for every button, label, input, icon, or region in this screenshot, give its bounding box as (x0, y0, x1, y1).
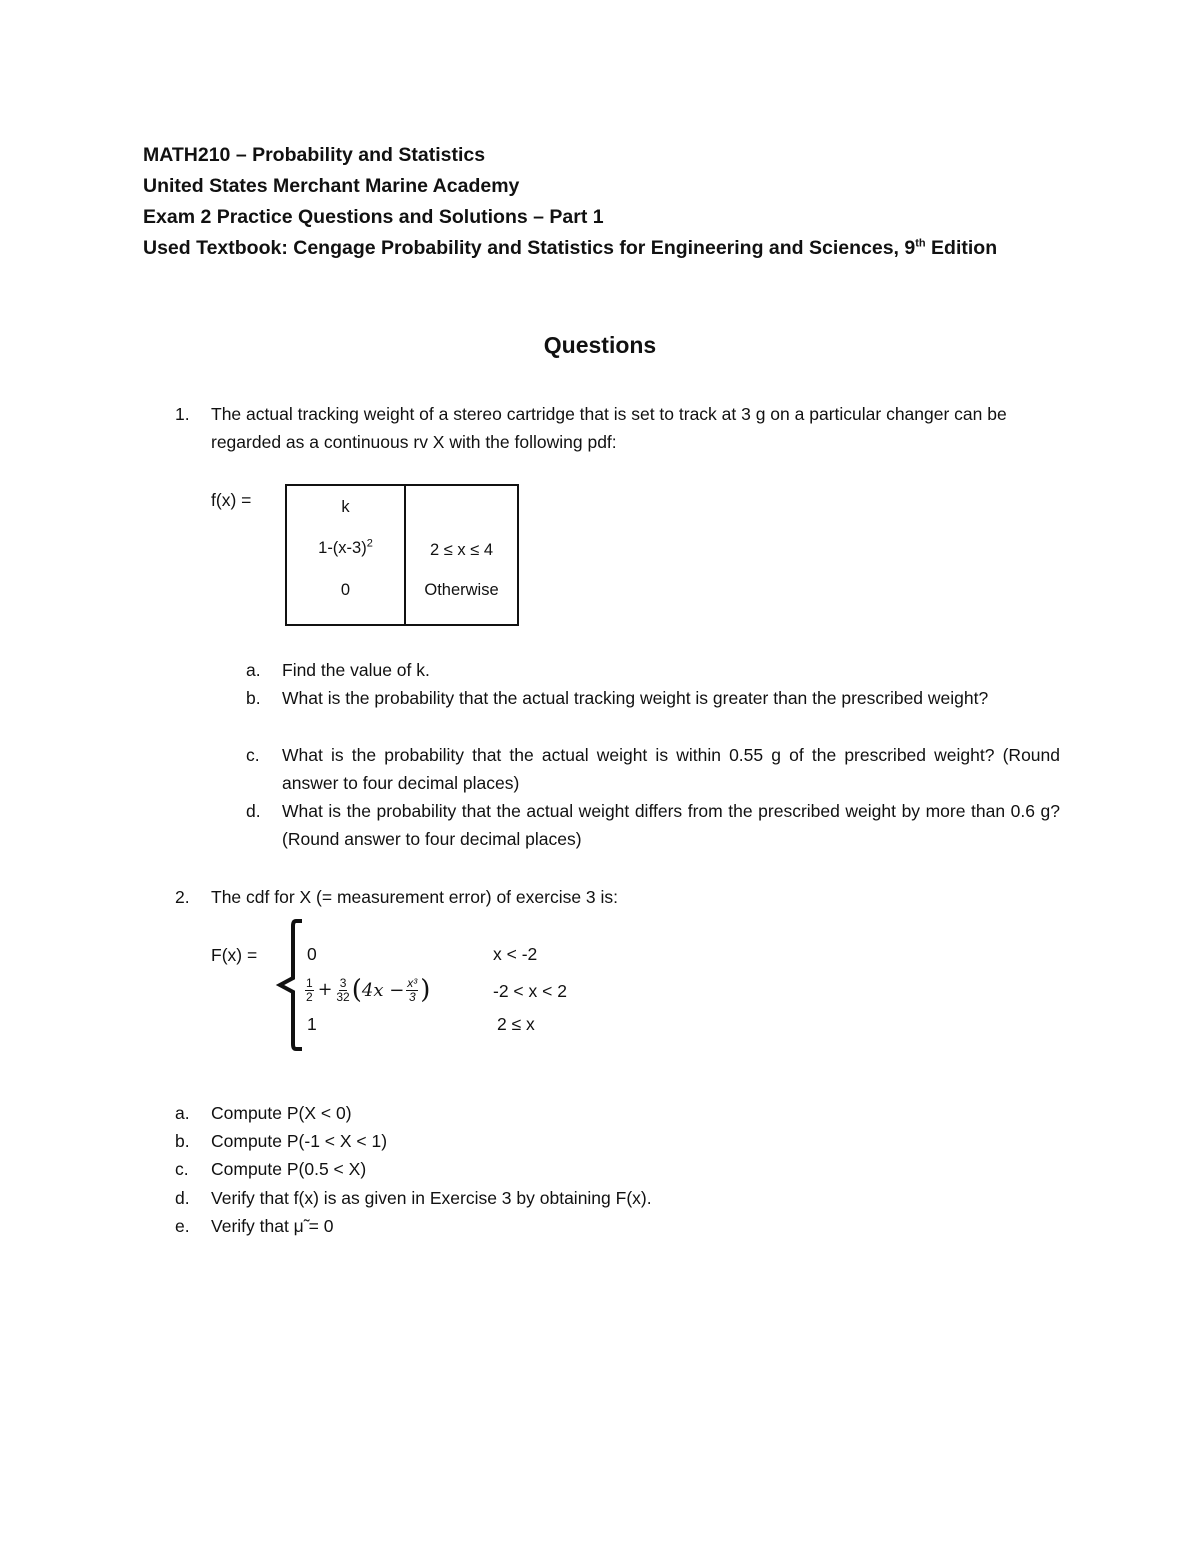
cdf-row1-value: 0 (307, 944, 317, 964)
textbook-line (143, 237, 997, 260)
q1-part-c-text: What is the probability that the actual weight is within 0.55 g of the prescribed weight? (Round answer to four decimal places) (282, 745, 1060, 793)
q2-number: 2. (175, 887, 190, 907)
pdf-condition-otherwise: Otherwise (424, 581, 499, 599)
frac-x-cubed-num: x³ (407, 975, 418, 990)
pdf-expr-base: 1-(x-3) (318, 539, 367, 557)
q2-part-b-text: Compute P(-1 < X < 1) (211, 1131, 388, 1151)
q1-part-b-label: b. (246, 688, 261, 708)
section-title: Questions (543, 332, 657, 358)
frac-one-half-num: 1 (306, 975, 313, 990)
pdf-conditions-column (406, 486, 517, 624)
q1-part-b-text: What is the probability that the actual tracking weight is greater than the prescribed weight? (282, 688, 989, 708)
q2-part-e-text: Verify that μ̃ = 0 (211, 1216, 334, 1236)
textbook-suffix: Edition (925, 237, 998, 259)
frac-32-den: 32 (336, 989, 350, 1004)
q1-part-a-label: a. (246, 660, 261, 680)
q2-part-d-label: d. (175, 1188, 190, 1208)
q2-part-a-text: Compute P(X < 0) (211, 1103, 352, 1123)
inner-term: 4x − (361, 979, 405, 1001)
q1-number: 1. (175, 404, 190, 424)
q1-text: The actual tracking weight of a stereo cartridge that is set to track at 3 g on a particular changer can be regarded as a continuous rv X with the following pdf: (211, 404, 1007, 452)
exam-title: Exam 2 Practice Questions and Solutions – Part 1 (143, 206, 604, 228)
right-paren: ) (420, 975, 431, 1005)
left-paren: ( (351, 975, 362, 1005)
q2-part-c-text: Compute P(0.5 < X) (211, 1159, 367, 1179)
pdf-expr-exp: 2 (366, 537, 373, 550)
pdf-value-k: k (341, 498, 350, 516)
frac-one-half-den: 2 (306, 989, 313, 1004)
cdf-row2-condition: -2 < x < 2 (493, 981, 567, 1001)
pdf-values-column (287, 486, 406, 624)
q1-part-c-label: c. (246, 745, 260, 765)
frac-one-half (305, 977, 314, 1004)
pdf-condition-range: 2 ≤ x ≤ 4 (429, 541, 494, 559)
cdf-row1-condition: x < -2 (493, 944, 538, 964)
frac-three-den: 3 (408, 989, 416, 1004)
frac-three-over-32 (336, 977, 349, 1004)
frac-x-cubed-over-3 (406, 977, 418, 1004)
q1-part-a-text: Find the value of k. (282, 660, 430, 680)
plus-sign: + (317, 980, 333, 1000)
q2-part-b-label: b. (175, 1131, 190, 1151)
q2-text: The cdf for X (= measurement error) of exercise 3 is: (211, 887, 619, 907)
cdf-row3-value: 1 (307, 1014, 317, 1034)
pdf-value-zero: 0 (340, 581, 351, 599)
cdf-row3-condition: 2 ≤ x (497, 1014, 535, 1034)
q2-part-c-label: c. (175, 1159, 189, 1179)
textbook-prefix: Used Textbook: Cengage Probability and Statistics for Engineering and Sciences, 9 (143, 237, 916, 259)
q1-fx-label: f(x) = (211, 490, 252, 510)
q2-part-d-text: Verify that f(x) is as given in Exercise 3 by obtaining F(x). (211, 1188, 652, 1208)
pdf-table (285, 484, 519, 626)
q2-part-e-label: e. (175, 1216, 190, 1236)
cdf-row2-expression (303, 968, 430, 1012)
textbook-sup: th (915, 237, 926, 250)
q1-part-d-text: What is the probability that the actual weight differs from the prescribed weight by more than 0.6 g? (Round answer to four decimal places) (282, 801, 1060, 849)
pdf-value-expr (287, 539, 404, 558)
q2-part-a-label: a. (175, 1103, 190, 1123)
frac-three-num: 3 (339, 975, 347, 990)
q1-part-d-label: d. (246, 801, 261, 821)
school-name: United States Merchant Marine Academy (143, 175, 520, 197)
course-title: MATH210 – Probability and Statistics (143, 144, 486, 166)
q2-Fx-label: F(x) = (211, 945, 258, 965)
